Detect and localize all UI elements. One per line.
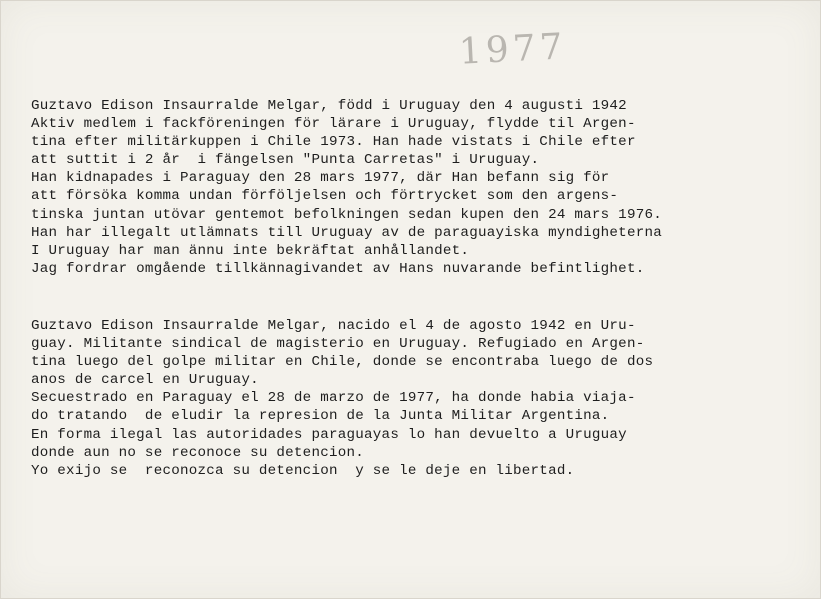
text-line: Jag fordrar omgående tillkännagivandet av Hans nuvarande befintlighet. bbox=[31, 260, 645, 277]
text-line: Han har illegalt utlämnats till Uruguay av de paraguayiska myndigheterna bbox=[31, 224, 662, 241]
text-line: tina luego del golpe militar en Chile, donde se encontraba luego de dos bbox=[31, 354, 654, 371]
text-line: Han kidnapades i Paraguay den 28 mars 1977, där Han befann sig för bbox=[31, 170, 610, 187]
text-line: I Uruguay har man ännu inte bekräftat anhållandet. bbox=[31, 242, 470, 259]
text-line: donde aun no se reconoce su detencion. bbox=[31, 444, 365, 461]
text-line: Aktiv medlem i fackföreningen för lärare i Uruguay, flydde til Argen- bbox=[31, 116, 636, 133]
handwritten-year: 1977 bbox=[458, 26, 568, 73]
text-line: guay. Militante sindical de magisterio en Uruguay. Refugiado en Argen- bbox=[31, 336, 645, 353]
text-line: att suttit i 2 år i fängelsen "Punta Carretas" i Uruguay. bbox=[31, 152, 540, 169]
text-line: att försöka komma undan förföljelsen och förtrycket som den argens- bbox=[31, 188, 619, 205]
text-line: En forma ilegal las autoridades paraguayas lo han devuelto a Uruguay bbox=[31, 426, 627, 443]
swedish-paragraph bbox=[31, 97, 806, 278]
spanish-paragraph bbox=[31, 317, 806, 480]
text-line: Guztavo Edison Insaurralde Melgar, född i Uruguay den 4 augusti 1942 bbox=[31, 98, 627, 114]
text-line: anos de carcel en Uruguay. bbox=[31, 372, 259, 389]
text-line: do tratando de eludir la represion de la Junta Militar Argentina. bbox=[31, 408, 610, 425]
text-line: tinska juntan utövar gentemot befolkningen sedan kupen den 24 mars 1976. bbox=[31, 206, 662, 223]
text-line: Secuestrado en Paraguay el 28 de marzo de 1977, ha donde habia viaja- bbox=[31, 390, 636, 407]
text-line: Guztavo Edison Insaurralde Melgar, nacido el 4 de agosto 1942 en Uru- bbox=[31, 318, 636, 334]
text-line: tina efter militärkuppen i Chile 1973. Han hade vistats i Chile efter bbox=[31, 134, 636, 151]
text-line: Yo exijo se reconozca su detencion y se le deje en libertad. bbox=[31, 462, 575, 479]
